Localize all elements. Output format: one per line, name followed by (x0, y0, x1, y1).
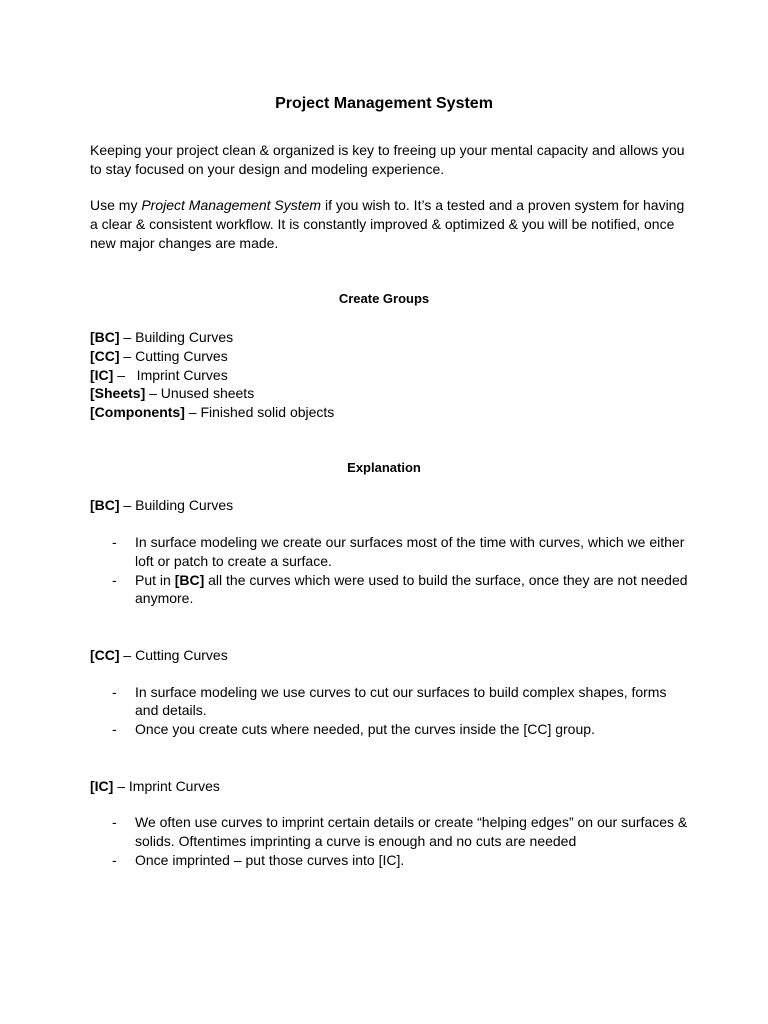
group-desc: – Building Curves (119, 329, 234, 346)
group-desc: – Imprint Curves (113, 366, 228, 383)
list-item (90, 813, 690, 850)
list-item (90, 851, 690, 870)
explanation-cc-heading (90, 646, 690, 665)
group-item-cc (90, 347, 690, 366)
document-title: Project Management System (275, 95, 493, 112)
dash-bullet: - (112, 721, 117, 738)
bullet-text: Once imprinted – put those curves into [IC]. (135, 851, 405, 868)
group-item-sheets (90, 384, 690, 403)
ic-desc: – Imprint Curves (113, 777, 220, 794)
group-desc: – Finished solid objects (184, 404, 335, 421)
intro-paragraph-2 (90, 196, 690, 252)
groups-list (90, 328, 690, 422)
bullet-text: In surface modeling we use curves to cut our surfaces to build complex shapes, forms and details. (135, 683, 667, 719)
intro-p2-suffix: if you wish to. It’s a tested and a proven system for having a clear & consistent workflow. It is constantly improved & optimized & you will be notified, once new major changes are made. (90, 197, 685, 251)
bullet-text: all the curves which were used to build the surface, once they are not needed anymore. (135, 571, 688, 607)
intro-paragraph-1: Keeping your project clean & organized is key to freeing up your mental capacity and allows you to stay focused on your design and modeling experience. (90, 142, 685, 177)
bullet-bold: [BC] (174, 571, 205, 588)
bc-bullets (90, 533, 690, 608)
group-tag: [Components] (90, 404, 185, 421)
list-item (90, 571, 690, 608)
cc-tag: [CC] (90, 646, 120, 663)
create-groups-heading: Create Groups (338, 290, 430, 306)
bullet-text: We often use curves to imprint certain details or create “helping edges” on our surfaces & solids. Oftentimes imprinting a curve is enough and no cuts are needed (135, 814, 688, 850)
group-desc: – Cutting Curves (119, 347, 228, 364)
dash-bullet: - (112, 851, 117, 868)
list-item (90, 683, 690, 720)
group-item-components (90, 403, 690, 422)
ic-tag: [IC] (90, 777, 114, 794)
dash-bullet: - (112, 534, 117, 551)
cc-bullets (90, 683, 690, 739)
group-tag: [CC] (90, 347, 120, 364)
explanation-ic-heading (90, 777, 690, 796)
explanation-bc-heading (90, 496, 690, 515)
ic-bullets (90, 813, 690, 869)
intro-p2-emphasis: Project Management System (141, 197, 322, 214)
explanation-heading: Explanation (347, 459, 421, 475)
list-item (90, 720, 690, 739)
group-tag: [BC] (90, 329, 120, 346)
bullet-text: Once you create cuts where needed, put the curves inside the [CC] group. (135, 721, 595, 738)
group-tag: [IC] (90, 366, 114, 383)
bc-desc: – Building Curves (119, 497, 234, 514)
dash-bullet: - (112, 571, 117, 588)
group-item-bc (90, 328, 690, 347)
document-page (90, 94, 690, 870)
dash-bullet: - (112, 683, 117, 700)
bc-tag: [BC] (90, 497, 120, 514)
group-desc: – Unused sheets (145, 385, 255, 402)
group-tag: [Sheets] (90, 385, 146, 402)
dash-bullet: - (112, 814, 117, 831)
group-item-ic (90, 366, 690, 385)
intro-p2-prefix: Use my (90, 197, 142, 214)
bullet-text: In surface modeling we create our surfaces most of the time with curves, which we either loft or patch to create a surface. (135, 534, 685, 569)
bullet-text: Put in (135, 571, 175, 588)
cc-desc: – Cutting Curves (119, 646, 228, 663)
list-item (90, 533, 690, 570)
